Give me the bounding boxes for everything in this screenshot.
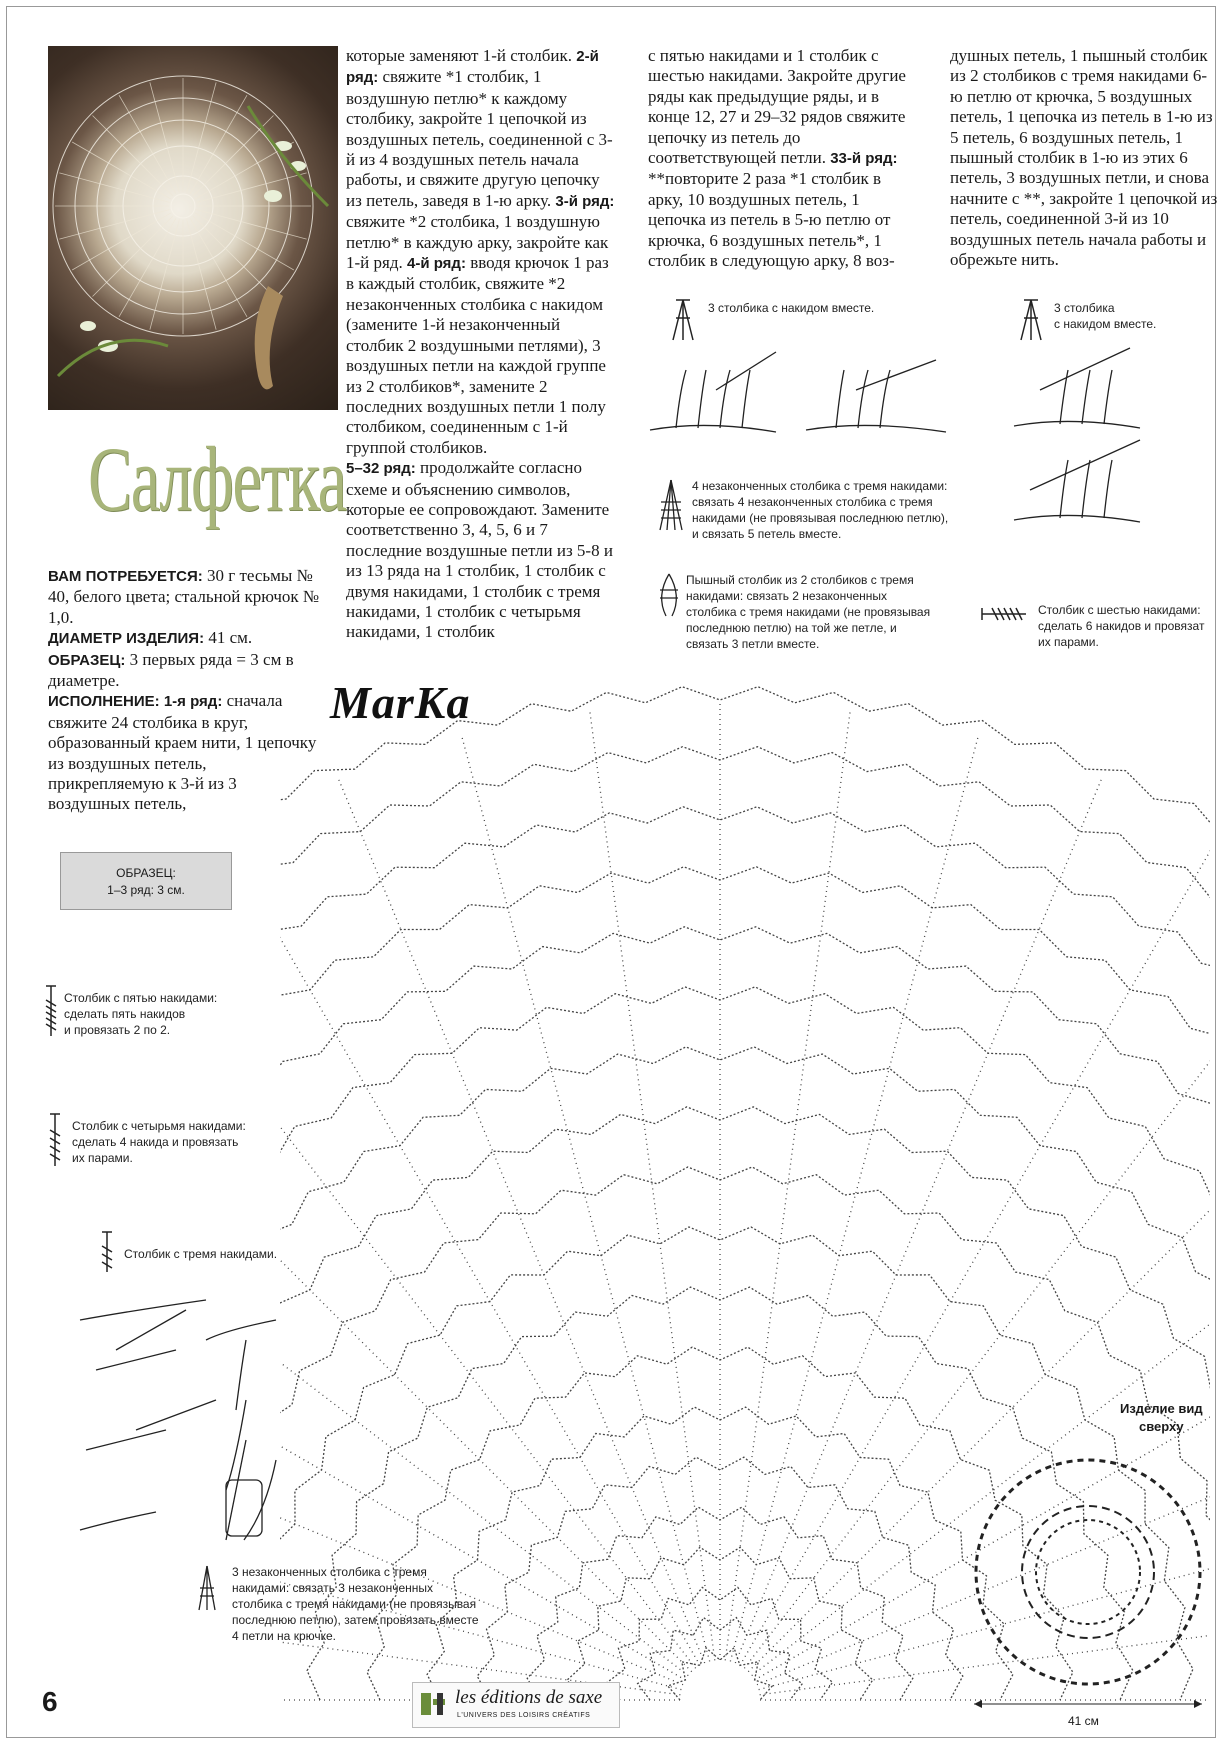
- legend-six-yo: Столбик с шестью накидами: сделать 6 накидов и провязат их парами.: [1038, 603, 1205, 649]
- row33-para: душных петель, 1 пышный столбик из 2 столбиков с тремя накидами 6-ю петлю от крючка, 5 воздушных петель, 1 цепочка из петель в 1-ю из 5 петель, 6 воздушных петель, 1 пышный столбик в 1-ю из этих 6 петель, 3 воздушных петли, и снова начните с **, закройте 1 цепочкой из петель, соединенной 3-й из 10 воздушных петель начала работы и обрежьте нить.: [950, 46, 1218, 270]
- legend-four-yo: Столбик с четырьмя накидами: сделать 4 накида и провязать их парами.: [72, 1119, 246, 1165]
- four-unfinished-symbol-icon: [656, 476, 686, 534]
- instructions-column-4: [950, 46, 1218, 270]
- three-dc-together-symbol-icon: [668, 296, 698, 344]
- view-label: Изделие вид сверху: [1120, 1401, 1203, 1434]
- publisher-logo: [412, 1682, 620, 1728]
- three-dc-illustration-icon: [646, 350, 956, 450]
- legend-five-yo: Столбик с пятью накидами: сделать пять накидов и провязать 2 по 2.: [64, 991, 218, 1037]
- row2-para: которые заменяют 1-й столбик. 2-й ряд: свяжите *1 столбик, 1 воздушную петлю* к каждому столбику, закройте 1 цепочкой из воздушных петель, соединенной с 3-й из 4 воздушных петель начала работы, и свяжите другую цепочку из петель, заведя в 1-ю арку. 3-й ряд: свяжите *2 столбика, 1 воздушную петлю* в каждую арку, закройте как 1-й ряд. 4-й ряд: вводя крючок 1 раз в каждый столбик, свяжите *2 незаконченных столбика с накидом (замените 1-й незаконченный столбик 2 воздушными петлями), 3 воздушных петли на каждой группе из 2 столбиков*, замените 2 последних воздушных петли 1 полу столбиком, соединенным с 1-й группой столбиков.: [346, 46, 615, 457]
- instructions-column-3: [648, 46, 920, 271]
- legend-puff: Пышный столбик из 2 столбиков с тремя накидами: связать 2 незаконченных столбика с тремя накидами (не провязывая последнюю петлю) на той же петле, и связать 3 петли вместе.: [686, 573, 931, 651]
- publisher-mark-icon: [419, 1689, 449, 1719]
- legend-three-yo: Столбик с тремя накидами.: [124, 1247, 278, 1261]
- three-dc-illustration-2-icon: [1010, 340, 1150, 530]
- publisher-tagline: L'UNIVERS DES LOISIRS CRÉATIFS: [457, 1712, 591, 1719]
- instructions-column-2: [346, 46, 618, 643]
- row5-32-para: 5–32 ряд: продолжайте согласно схеме и объяснению символов, которые ее сопровождают. Замените соответственно 3, 4, 5, 6 и 7 последние воздушные петли из 5-8 и из 13 ряда на 1 столбик, 1 столбик с двумя накидами, 1 столбик с тремя накидами, 1 столбик с четырьмя накидами, 1 столбик: [346, 458, 613, 642]
- five-yo-symbol-icon: [44, 984, 58, 1038]
- legend-three-unfinished: 3 незаконченных столбика с тремя накидами: связать 3 незаконченных столбика с тремя накидами (не провязывая последнюю петлю), затем провязать вместе 4 петли на крючке.: [232, 1565, 479, 1643]
- legend-three-dc-2: 3 столбика с накидом вместе.: [1054, 301, 1157, 331]
- watermark: MarKa: [330, 677, 471, 728]
- diameter-para: ДИАМЕТР ИЗДЕЛИЯ: 41 см.: [48, 628, 253, 648]
- page-title: Салфетка: [88, 428, 346, 530]
- page-number: 6: [42, 1686, 58, 1717]
- sample-box: ОБРАЗЕЦ: 1–3 ряд: 3 см.: [60, 852, 232, 910]
- dimension-label: 41 см: [1068, 1714, 1099, 1728]
- sample-para: ОБРАЗЕЦ: 3 первых ряда = 3 см в диаметре.: [48, 649, 294, 691]
- three-unfinished-symbol-icon: [196, 1562, 218, 1614]
- publisher-name: les éditions de saxe: [455, 1687, 603, 1708]
- instructions-para: ИСПОЛНЕНИЕ: 1-я ряд: сначала свяжите 24 столбика в круг, образованный краем нити, 1 цепочку из воздушных петель, прикрепляемую к 3-й из 3 воздушных петель,: [48, 691, 317, 814]
- top-view-sketch: [966, 1440, 1212, 1720]
- puff-stitch-symbol-icon: [654, 570, 684, 620]
- materials-para: ВАМ ПОТРЕБУЕТСЯ: 30 г тесьмы № 40, белого цвета; стальной крючок № 1,0.: [48, 566, 320, 627]
- legend-four-unfinished: 4 незаконченных столбика с тремя накидами: связать 4 незаконченных столбика с тремя накидами (не провязывая последнюю петлю), и связать 5 петель вместе.: [692, 479, 949, 541]
- three-dc-together-symbol-2-icon: [1016, 296, 1046, 344]
- row-closing-para: с пятью накидами и 1 столбик с шестью накидами. Закройте другие ряды как предыдущие ряды, и в конце 12, 27 и 29–32 рядов свяжите цепочку из петель до соответствующей петли. 33-й ряд: **повторите 2 раза *1 столбик в арку, 10 воздушных петель, 1 цепочка из петель в 5-ю петлю от крючка, 6 воздушных петель*, 1 столбик в следующую арку, 8 воз-: [648, 46, 906, 271]
- three-yo-illustration-icon: [76, 1290, 286, 1550]
- doily-photo: [48, 46, 338, 410]
- four-yo-symbol-icon: [48, 1112, 62, 1168]
- three-yo-symbol-icon: [100, 1230, 114, 1274]
- six-yo-symbol-icon: [980, 604, 1028, 624]
- legend-three-dc: 3 столбика с накидом вместе.: [708, 301, 875, 315]
